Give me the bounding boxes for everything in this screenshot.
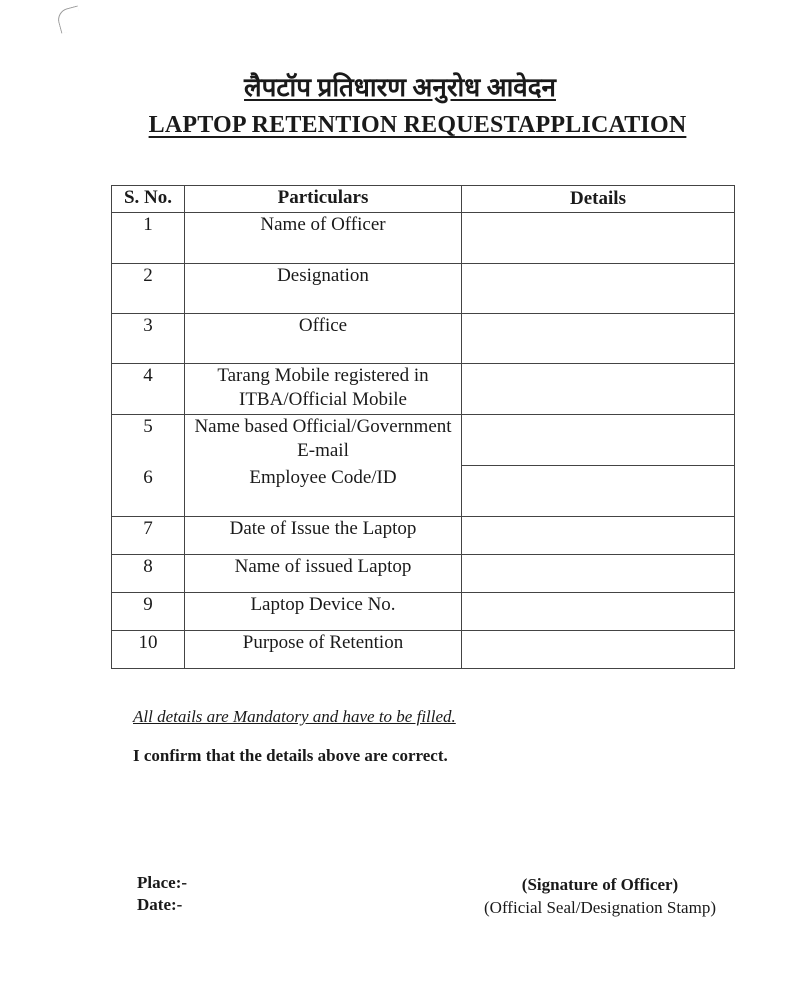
table-row (112, 213, 735, 264)
details-table (111, 185, 735, 669)
row-details-field[interactable] (462, 415, 735, 466)
column-header-particulars: Particulars (185, 186, 462, 213)
row-particulars: Name based Official/Government E-mail (185, 415, 462, 466)
row-details-field[interactable] (462, 517, 735, 555)
row-number: 9 (112, 593, 185, 631)
title-hindi: लैपटॉप प्रतिधारण अनुरोध आवेदन (244, 73, 556, 102)
row-number: 8 (112, 555, 185, 593)
row-number: 2 (112, 264, 185, 314)
row-number: 6 (112, 466, 185, 517)
row-number: 1 (112, 213, 185, 264)
row-details-field[interactable] (462, 264, 735, 314)
scan-mark (55, 5, 83, 33)
signature-label: (Signature of Officer) (521, 875, 679, 894)
row-particulars: Employee Code/ID (185, 466, 462, 517)
table-row (112, 415, 735, 466)
table-row (112, 593, 735, 631)
table-row (112, 555, 735, 593)
seal-label: (Official Seal/Designation Stamp) (484, 898, 716, 917)
table-row (112, 364, 735, 415)
place-label: Place:- (137, 873, 188, 892)
table-row (112, 466, 735, 517)
row-details-field[interactable] (462, 364, 735, 415)
table-row (112, 264, 735, 314)
title-english: LAPTOP RETENTION REQUESTAPPLICATION (148, 112, 687, 138)
row-details-field[interactable] (462, 466, 735, 517)
row-number: 5 (112, 415, 185, 466)
mandatory-note: All details are Mandatory and have to be filled. (133, 707, 456, 726)
table-header-row (112, 186, 735, 213)
table-row (112, 631, 735, 669)
row-particulars: Designation (185, 264, 462, 314)
row-particulars: Date of Issue the Laptop (185, 517, 462, 555)
row-number: 4 (112, 364, 185, 415)
table-row (112, 314, 735, 364)
row-number: 3 (112, 314, 185, 364)
row-particulars: Laptop Device No. (185, 593, 462, 631)
column-header-sno: S. No. (112, 186, 185, 213)
column-header-details: Details (462, 186, 735, 213)
row-particulars: Name of Officer (185, 213, 462, 264)
row-details-field[interactable] (462, 555, 735, 593)
row-details-field[interactable] (462, 213, 735, 264)
row-details-field[interactable] (462, 593, 735, 631)
date-label: Date:- (137, 895, 183, 914)
row-number: 7 (112, 517, 185, 555)
row-particulars: Name of issued Laptop (185, 555, 462, 593)
table-row (112, 517, 735, 555)
row-number: 10 (112, 631, 185, 669)
confirmation-statement: I confirm that the details above are correct. (133, 746, 448, 765)
row-particulars: Tarang Mobile registered in ITBA/Official Mobile (185, 364, 462, 415)
row-particulars: Purpose of Retention (185, 631, 462, 669)
row-particulars: Office (185, 314, 462, 364)
row-details-field[interactable] (462, 631, 735, 669)
row-details-field[interactable] (462, 314, 735, 364)
